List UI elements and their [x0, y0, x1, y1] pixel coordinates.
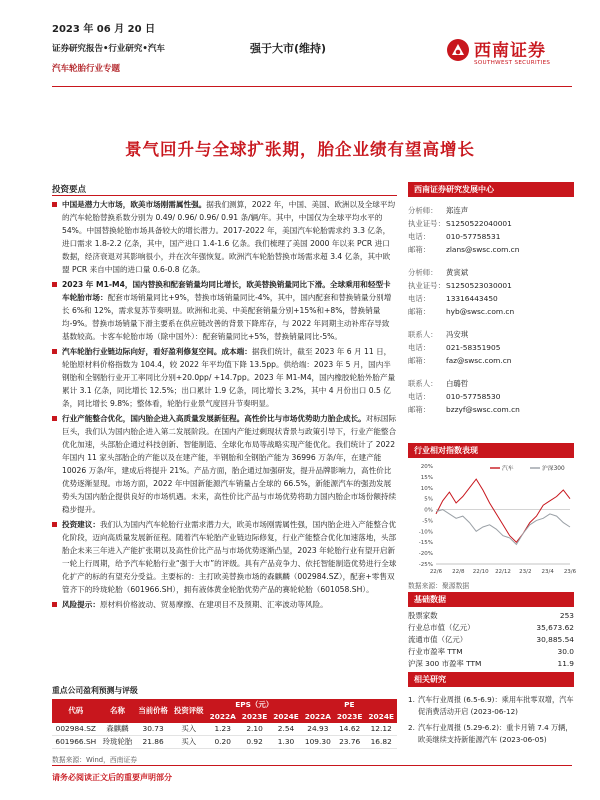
basic-data-header: 基础数据 [408, 592, 574, 607]
analyst-card [408, 204, 574, 256]
table-cell: 2.54 [270, 723, 301, 736]
report-number: 1. [408, 695, 415, 704]
analyst-name: 黄寅斌 [446, 268, 469, 277]
footer-rule [52, 765, 572, 766]
table-cell: 1.30 [270, 736, 301, 749]
report-category: 证券研究报告•行业研究•汽车 [52, 44, 165, 54]
x-tick-label: 23/4 [541, 569, 554, 575]
key-point-lead: 投资建议： [62, 520, 100, 529]
y-tick-label: -10% [418, 529, 433, 536]
report-topic: 汽车轮胎行业专题 [52, 64, 121, 74]
bullet-icon [52, 416, 57, 421]
bullet-icon [52, 202, 57, 207]
footer-disclaimer: 请务必阅读正文后的重要声明部分 [52, 773, 172, 782]
col-code: 代码 [52, 699, 100, 723]
table-cell: 601966.SH [52, 736, 100, 749]
stat-label: 行业总市值（亿元） [408, 623, 475, 632]
table-cell: 21.86 [135, 736, 171, 749]
stat-row [408, 646, 574, 658]
key-point [52, 198, 397, 276]
contact-label: 联系人： [408, 379, 438, 388]
key-point [52, 598, 397, 611]
y-tick-label: 15% [420, 474, 433, 481]
key-point-text: 对标国际巨头，我们认为国内胎企进入第二发展阶段。在国内产能过剩现状背景与政策引导下，行业产能整合优化加速，头部胎企通过科技创新、智能制造、全球化布局等战略实现产能优化。我们统计了 2022 年国内 11 家头部胎企的产能以及在建产能，半钢胎和全钢胎产能为 36996 万条/年，在建产能 10026 万条/年，建成后将提升 21%。产品方面，胎企通过加强研发，提升品牌影响力，高性价比优势逐渐显现。市场方面，2022 年中国新能源汽车销量占全球的 66.5%，新能源汽车的强劲发展势头为国内胎企提供良好的市场机遇。未来，高性价比产品与市场优势将助力国内胎企市场份额持续稳步提升。 [62, 414, 397, 514]
key-point [52, 278, 397, 343]
stat-row [408, 610, 574, 622]
stat-row [408, 634, 574, 646]
table-cell: 16.82 [365, 736, 397, 749]
forecast-table [52, 699, 397, 749]
series-line [436, 479, 570, 542]
cert-number: S1250523030001 [446, 281, 512, 290]
stat-label: 流通市值（亿元） [408, 635, 468, 644]
contact-name: 冯安琪 [446, 330, 469, 339]
table-cell: 30.73 [135, 723, 171, 736]
contact-card [408, 377, 574, 416]
contact-label: 联系人： [408, 330, 438, 339]
key-point-text: 据我们测算，2022 年，中国、美国、欧洲以及全球平均的汽车轮胎替换系数分别为 0.49/ 0.96/ 0.96/ 0.91 条/辆/年。其中，中国仅为全球平均水平的 54%。中国替换轮胎市场具备较大的增长潜力。2017-2022 年，美国汽车轮胎需求约 3.3 亿条，进口需求 1.8-2.2 亿条，其中，国产进口 1.4-1.6 亿条。我们梳理了美国 2000 年以来 PCR 进口数据，经济衰退对其影响很小，并在次年强恢复。欧洲汽车轮胎替换市场需求超 3.4 亿条，其中欧盟 PCR 来自中国的进口量 0.6-0.8 亿条。 [62, 200, 396, 274]
col-year: 2023E [239, 711, 270, 723]
rating: 强于大市(维持) [250, 42, 327, 55]
col-eps: EPS（元） [207, 699, 302, 711]
table-cell: 109.30 [302, 736, 334, 749]
cert-label: 执业证号： [408, 281, 445, 290]
related-report[interactable] [408, 722, 574, 746]
key-point [52, 518, 397, 596]
cert-label: 执业证号： [408, 219, 445, 228]
key-point-text: 据我们统计，截至 2023 年 6 月 11 日，轮胎原材料价格指数为 104.4，较 2022 年平均值下降 13.5pp。供给端：2023 年 5 月，国内半钢胎和全钢胎行业开工率同比分别+20.0pp/ +14.7pp。2023 年 M1-M4，国内橡胶轮胎外胎产量累计 3.1 亿条，同比增长 12.5%；出口累计 1.9 亿条，同比增长 3.2%，其中 4 月份出口 0.5 亿条，同比增长 9.8%；整体看，轮胎行业景气度回升节奏明显。 [62, 347, 396, 408]
stat-value: 35,673.62 [536, 623, 574, 632]
analyst-list [408, 200, 574, 416]
section-heading: 投资要点 [52, 185, 87, 195]
relative-index-chart [408, 460, 577, 580]
key-point-text: 配套市场销量同比+9%，替换市场销量同比-4%，其中，国内配套和替换销量分别增长 6%和 12%，需求复苏节奏明显。欧洲和北美、中美配套销量分别+15%和+8%，替换销量均-9%。替换市场销量下滑主要系在供应链改善的背景下降库存，与 2022 年同期主动补库存导致基数较高。卡客车轮胎市场（除中国外）：配套销量同比+5%，替换销量同比-5%。 [62, 293, 392, 341]
table-cell: 森麒麟 [100, 723, 136, 736]
logo-subtext: SOUTHWEST SECURITIES [474, 60, 551, 66]
table-cell: 002984.SZ [52, 723, 100, 736]
email-label: 邮箱： [408, 245, 431, 254]
company-logo [446, 36, 576, 76]
email-address[interactable]: bzzyf@swsc.com.cn [446, 405, 520, 414]
y-tick-label: -25% [418, 562, 433, 568]
email-label: 邮箱： [408, 405, 431, 414]
table-cell: 24.93 [302, 723, 334, 736]
stat-row [408, 622, 574, 634]
related-report[interactable] [408, 694, 574, 718]
col-year: 2023E [334, 711, 365, 723]
phone-label: 电话： [408, 392, 431, 401]
chart-source: 数据来源：聚源数据 [408, 582, 470, 590]
table-cell: 2.10 [239, 723, 270, 736]
series-line [436, 510, 570, 545]
key-point-lead: 中国是潜力大市场，欧美市场刚需属性强。 [62, 200, 207, 209]
table-cell: 买入 [171, 723, 207, 736]
x-tick-label: 23/2 [519, 569, 532, 575]
key-point [52, 412, 397, 516]
table-cell: 玲珑轮胎 [100, 736, 136, 749]
col-price: 当前价格 [135, 699, 171, 723]
phone-number: 010-57758531 [446, 232, 501, 241]
email-label: 邮箱： [408, 307, 431, 316]
related-research-header: 相关研究 [408, 672, 574, 687]
col-rating: 投资评级 [171, 699, 207, 723]
phone-number: 021-58351905 [446, 343, 501, 352]
key-point-lead: 2023 年 M1-M4，国内替换和配套销量均同比增长，欧美替换销量同比下滑。全球乘用和轻型卡车轮胎市场： [62, 280, 391, 302]
phone-label: 电话： [408, 232, 431, 241]
stat-value: 30.0 [557, 647, 574, 656]
stat-value: 253 [559, 611, 574, 620]
y-tick-label: 0% [424, 507, 433, 514]
key-point-lead: 风险提示： [62, 600, 100, 609]
stat-label: 沪深 300 市盈率 TTM [408, 659, 482, 668]
table-source: 数据来源：Wind，西南证券 [52, 756, 138, 764]
legend-label: 沪深300 [542, 466, 565, 472]
col-pe: PE [302, 699, 397, 711]
y-tick-label: -15% [418, 540, 433, 547]
table-row [52, 723, 397, 736]
email-label: 邮箱： [408, 356, 431, 365]
key-points [52, 196, 397, 611]
table-cell: 23.76 [334, 736, 365, 749]
report-number: 2. [408, 723, 415, 732]
x-tick-label: 22/6 [429, 569, 443, 575]
bullet-icon [52, 602, 57, 607]
bullet-icon [52, 349, 57, 354]
key-point-text: 原材料价格波动、贸易摩擦、在建项目不及预期、汇率波动等风险。 [99, 600, 328, 609]
related-research-list [408, 690, 574, 746]
header-rule [52, 86, 572, 87]
col-name: 名称 [100, 699, 136, 723]
table-cell: 0.92 [239, 736, 270, 749]
stat-label: 行业市盈率 TTM [408, 647, 463, 656]
stat-label: 股票家数 [408, 611, 438, 620]
phone-number: 13316443450 [446, 294, 498, 303]
table-cell: 0.20 [207, 736, 239, 749]
y-tick-label: -5% [422, 518, 433, 525]
report-title-text: 汽车行业周报 (5.29-6.2)：重卡月销 7.4 万辆，欧美继续支持新能源汽车 (2023-06-05) [418, 723, 573, 744]
analyst-label: 分析师： [408, 268, 438, 277]
x-tick-label: 23/6 [563, 569, 577, 575]
index-performance-header: 行业相对指数表现 [408, 443, 574, 458]
table-cell: 1.23 [207, 723, 239, 736]
y-tick-label: -20% [418, 551, 433, 558]
table-cell: 14.62 [334, 723, 365, 736]
table-title: 重点公司盈利预测与评级 [52, 686, 138, 695]
basic-data-list [408, 610, 574, 670]
email-address[interactable]: zlans@swsc.com.cn [446, 245, 520, 254]
key-point-lead: 行业产能整合优化，国内胎企进入高质量发展新征程。高性价比与市场优势助力胎企成长。 [62, 414, 366, 423]
email-address[interactable]: hyb@swsc.com.cn [446, 307, 515, 316]
phone-label: 电话： [408, 343, 431, 352]
logo-mark-icon [446, 38, 470, 62]
col-year: 2022A [302, 711, 334, 723]
phone-number: 010-57758530 [446, 392, 501, 401]
table-cell: 买入 [171, 736, 207, 749]
col-year: 2022A [207, 711, 239, 723]
phone-label: 电话： [408, 294, 431, 303]
table-cell: 12.12 [365, 723, 397, 736]
stat-value: 30,885.54 [536, 635, 574, 644]
report-date: 2023 年 06 月 20 日 [52, 24, 156, 35]
cert-number: S1250522040001 [446, 219, 512, 228]
x-tick-label: 22/12 [495, 569, 511, 575]
key-point-lead: 汽车轮胎行业链边际向好，看好盈利修复空间。成本端： [62, 347, 252, 356]
analyst-label: 分析师： [408, 206, 438, 215]
key-point-text: 我们认为国内汽车轮胎行业需求潜力大，欧美市场刚需属性强，国内胎企进入产能整合优化阶段，迈向高质量发展新征程。随着汽车轮胎产业链边际修复，行业产能整合优化加速落地，头部胎企未来三年进入产能扩张期以及高性价比产品与市场优势逐渐凸显，2023 年轮胎行业有望开启新一轮上行周期，给予汽车轮胎行业“强于大市”的评级。具有产品竞争力、依托智能制造优势进行全球化扩产的标的有望充分受益。主要标的：主打欧美替换市场的森麒麟（002984.SZ），配套+零售双管齐下的玲珑轮胎（601966.SH），拥有液体黄金轮胎优势产品的赛轮轮胎（601058.SH）。 [62, 520, 397, 594]
email-address[interactable]: faz@swsc.com.cn [446, 356, 512, 365]
stat-row [408, 658, 574, 670]
logo-text: 西南证券 [474, 41, 546, 61]
report-title: 景气回升与全球扩张期，胎企业绩有望高增长 [125, 140, 475, 159]
y-tick-label: 20% [420, 464, 433, 470]
table-row [52, 736, 397, 749]
y-tick-label: 10% [420, 485, 433, 492]
report-title-text: 汽车行业周报 (6.5-6.9)：乘用车批零双增，汽车促消费活动开启 (2023-06-12) [418, 695, 574, 716]
key-point [52, 345, 397, 410]
col-year: 2024E [365, 711, 397, 723]
x-tick-label: 22/10 [472, 569, 489, 575]
stat-value: 11.9 [557, 659, 574, 668]
col-year: 2024E [270, 711, 301, 723]
x-tick-label: 22/8 [452, 569, 465, 575]
research-center-header: 西南证券研究发展中心 [408, 182, 574, 197]
contact-name: 白璐哲 [446, 379, 469, 388]
bullet-icon [52, 282, 57, 287]
legend-label: 汽车 [502, 466, 514, 472]
analyst-card [408, 266, 574, 318]
contact-card [408, 328, 574, 367]
analyst-name: 郑连声 [446, 206, 469, 215]
bullet-icon [52, 522, 57, 527]
y-tick-label: 5% [424, 496, 433, 503]
